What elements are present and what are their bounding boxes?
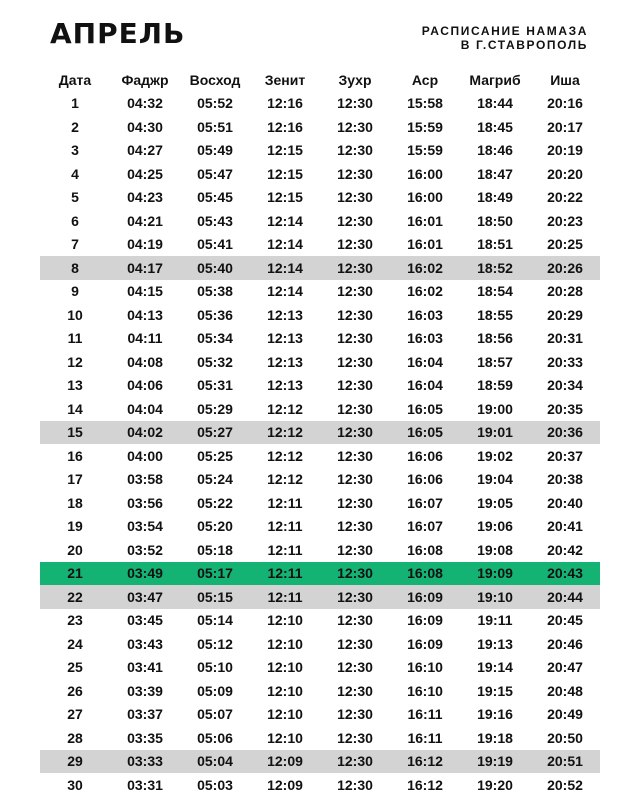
cell-date: 3 <box>71 142 79 159</box>
cell-isha: 20:20 <box>547 165 583 182</box>
cell-maghrib: 18:59 <box>477 377 513 394</box>
cell-date: 12 <box>67 353 83 370</box>
cell-dhuhr: 12:30 <box>337 212 373 229</box>
cell-zenith: 12:14 <box>267 283 303 300</box>
cell-date: 25 <box>67 659 83 676</box>
cell-dhuhr: 12:30 <box>337 95 373 112</box>
cell-asr: 15:58 <box>407 95 443 112</box>
cell-date: 28 <box>67 729 83 746</box>
cell-sunrise: 05:40 <box>180 256 250 280</box>
cell-zenith: 12:15 <box>267 165 303 182</box>
cell-asr: 16:02 <box>407 283 443 300</box>
cell-dhuhr: 12:30 <box>320 256 390 280</box>
cell-maghrib: 18:52 <box>460 256 530 280</box>
cell-sunrise: 05:32 <box>197 353 233 370</box>
cell-fajr: 04:15 <box>127 283 163 300</box>
cell-isha: 20:41 <box>547 518 583 535</box>
cell-maghrib: 18:51 <box>477 236 513 253</box>
cell-sunrise: 05:12 <box>197 635 233 652</box>
cell-isha: 20:37 <box>547 447 583 464</box>
cell-fajr: 04:04 <box>127 400 163 417</box>
cell-maghrib: 18:57 <box>477 353 513 370</box>
cell-dhuhr: 12:30 <box>337 142 373 159</box>
column-header-maghrib: Магриб <box>469 71 521 88</box>
cell-asr: 16:09 <box>407 635 443 652</box>
cell-date: 9 <box>71 283 79 300</box>
cell-isha: 20:45 <box>547 612 583 629</box>
cell-sunrise: 05:34 <box>197 330 233 347</box>
table-row <box>40 444 600 468</box>
cell-dhuhr: 12:30 <box>337 306 373 323</box>
column-header-asr: Аср <box>411 71 439 88</box>
cell-zenith: 12:15 <box>267 189 303 206</box>
cell-isha: 20:35 <box>547 400 583 417</box>
table-row <box>40 115 600 139</box>
cell-fajr: 04:25 <box>127 165 163 182</box>
cell-isha: 20:47 <box>547 659 583 676</box>
cell-maghrib: 19:00 <box>477 400 513 417</box>
cell-zenith: 12:09 <box>250 750 320 774</box>
cell-isha: 20:31 <box>547 330 583 347</box>
schedule-subtitle <box>422 24 588 52</box>
cell-sunrise: 05:06 <box>197 729 233 746</box>
table-row <box>40 773 600 797</box>
subtitle-line-1: РАСПИСАНИЕ НАМАЗА <box>421 24 588 38</box>
table-row <box>40 303 600 327</box>
cell-date: 15 <box>40 421 110 445</box>
cell-dhuhr: 12:30 <box>337 494 373 511</box>
cell-zenith: 12:10 <box>267 659 303 676</box>
cell-sunrise: 05:49 <box>197 142 233 159</box>
cell-asr: 16:00 <box>407 189 443 206</box>
table-row <box>40 374 600 398</box>
cell-dhuhr: 12:30 <box>337 330 373 347</box>
cell-sunrise: 05:04 <box>180 750 250 774</box>
cell-zenith: 12:14 <box>250 256 320 280</box>
cell-sunrise: 05:43 <box>197 212 233 229</box>
cell-asr: 16:08 <box>407 541 443 558</box>
cell-maghrib: 18:50 <box>477 212 513 229</box>
cell-fajr: 04:02 <box>110 421 180 445</box>
cell-date: 8 <box>40 256 110 280</box>
cell-isha: 20:17 <box>547 118 583 135</box>
cell-asr: 16:00 <box>407 165 443 182</box>
cell-zenith: 12:10 <box>267 635 303 652</box>
table-row <box>40 209 600 233</box>
cell-fajr: 03:37 <box>127 706 163 723</box>
cell-date: 17 <box>67 471 83 488</box>
cell-fajr: 04:11 <box>127 330 163 347</box>
prayer-times-table <box>40 68 600 797</box>
cell-asr: 16:06 <box>407 471 443 488</box>
cell-dhuhr: 12:30 <box>320 750 390 774</box>
cell-zenith: 12:11 <box>267 541 303 558</box>
cell-zenith: 12:10 <box>267 706 303 723</box>
cell-date: 10 <box>67 306 83 323</box>
column-header-isha: Иша <box>550 71 580 88</box>
cell-asr: 16:10 <box>407 659 443 676</box>
cell-dhuhr: 12:30 <box>337 118 373 135</box>
cell-fajr: 04:32 <box>127 95 163 112</box>
month-title: АПРЕЛЬ <box>50 17 186 50</box>
cell-dhuhr: 12:30 <box>320 585 390 609</box>
table-row <box>40 491 600 515</box>
cell-maghrib: 19:20 <box>477 776 513 793</box>
cell-isha: 20:36 <box>530 421 600 445</box>
cell-fajr: 03:39 <box>127 682 163 699</box>
cell-date: 5 <box>71 189 79 206</box>
cell-asr: 16:03 <box>407 330 443 347</box>
cell-dhuhr: 12:30 <box>337 518 373 535</box>
cell-dhuhr: 12:30 <box>337 447 373 464</box>
cell-maghrib: 18:55 <box>477 306 513 323</box>
table-row <box>40 421 600 445</box>
cell-zenith: 12:11 <box>250 562 320 586</box>
cell-asr: 15:59 <box>407 142 443 159</box>
cell-zenith: 12:13 <box>267 353 303 370</box>
cell-asr: 16:05 <box>390 421 460 445</box>
cell-asr: 16:06 <box>407 447 443 464</box>
cell-sunrise: 05:36 <box>197 306 233 323</box>
cell-date: 24 <box>67 635 83 652</box>
cell-sunrise: 05:47 <box>197 165 233 182</box>
cell-fajr: 04:00 <box>127 447 163 464</box>
cell-fajr: 03:58 <box>127 471 163 488</box>
cell-sunrise: 05:09 <box>197 682 233 699</box>
table-header-row <box>40 68 600 92</box>
table-row <box>40 256 600 280</box>
cell-isha: 20:51 <box>530 750 600 774</box>
cell-asr: 16:12 <box>390 750 460 774</box>
table-row <box>40 750 600 774</box>
cell-date: 13 <box>67 377 83 394</box>
cell-date: 27 <box>67 706 83 723</box>
cell-maghrib: 19:14 <box>477 659 513 676</box>
cell-asr: 16:10 <box>407 682 443 699</box>
cell-sunrise: 05:03 <box>197 776 233 793</box>
table-row <box>40 609 600 633</box>
cell-maghrib: 19:19 <box>460 750 530 774</box>
cell-fajr: 03:47 <box>110 585 180 609</box>
cell-maghrib: 19:01 <box>460 421 530 445</box>
cell-isha: 20:40 <box>547 494 583 511</box>
cell-sunrise: 05:52 <box>197 95 233 112</box>
cell-zenith: 12:12 <box>267 400 303 417</box>
cell-date: 29 <box>40 750 110 774</box>
cell-zenith: 12:12 <box>267 471 303 488</box>
table-row <box>40 162 600 186</box>
cell-zenith: 12:14 <box>267 236 303 253</box>
cell-dhuhr: 12:30 <box>337 189 373 206</box>
cell-dhuhr: 12:30 <box>320 562 390 586</box>
table-row <box>40 92 600 116</box>
cell-asr: 16:07 <box>407 494 443 511</box>
cell-asr: 15:59 <box>407 118 443 135</box>
cell-fajr: 04:08 <box>127 353 163 370</box>
cell-maghrib: 18:56 <box>477 330 513 347</box>
cell-maghrib: 19:04 <box>477 471 513 488</box>
cell-zenith: 12:13 <box>267 306 303 323</box>
cell-maghrib: 19:18 <box>477 729 513 746</box>
cell-dhuhr: 12:30 <box>337 541 373 558</box>
cell-isha: 20:49 <box>547 706 583 723</box>
cell-sunrise: 05:31 <box>197 377 233 394</box>
cell-sunrise: 05:07 <box>197 706 233 723</box>
cell-isha: 20:22 <box>547 189 583 206</box>
table-body <box>40 92 600 797</box>
cell-fajr: 03:52 <box>127 541 163 558</box>
cell-zenith: 12:10 <box>267 612 303 629</box>
cell-maghrib: 19:15 <box>477 682 513 699</box>
cell-isha: 20:46 <box>547 635 583 652</box>
column-header-dhuhr: Зухр <box>338 71 372 88</box>
table-row <box>40 397 600 421</box>
cell-sunrise: 05:15 <box>180 585 250 609</box>
cell-dhuhr: 12:30 <box>337 283 373 300</box>
cell-date: 4 <box>71 165 79 182</box>
cell-date: 22 <box>40 585 110 609</box>
cell-maghrib: 18:54 <box>477 283 513 300</box>
column-header-date: Дата <box>58 71 92 88</box>
cell-date: 21 <box>40 562 110 586</box>
cell-maghrib: 19:13 <box>477 635 513 652</box>
cell-fajr: 03:43 <box>127 635 163 652</box>
cell-dhuhr: 12:30 <box>337 635 373 652</box>
cell-asr: 16:01 <box>407 236 443 253</box>
cell-date: 23 <box>67 612 83 629</box>
cell-isha: 20:50 <box>547 729 583 746</box>
cell-zenith: 12:09 <box>267 776 303 793</box>
table-row <box>40 233 600 257</box>
cell-fajr: 03:56 <box>127 494 163 511</box>
cell-zenith: 12:12 <box>250 421 320 445</box>
cell-isha: 20:42 <box>547 541 583 558</box>
cell-maghrib: 19:02 <box>477 447 513 464</box>
cell-maghrib: 18:44 <box>477 95 513 112</box>
cell-asr: 16:09 <box>407 612 443 629</box>
cell-fajr: 04:27 <box>127 142 163 159</box>
cell-dhuhr: 12:30 <box>320 421 390 445</box>
cell-sunrise: 05:20 <box>197 518 233 535</box>
cell-fajr: 04:17 <box>110 256 180 280</box>
table-row <box>40 350 600 374</box>
cell-isha: 20:25 <box>547 236 583 253</box>
cell-zenith: 12:16 <box>267 118 303 135</box>
cell-sunrise: 05:24 <box>197 471 233 488</box>
table-row <box>40 726 600 750</box>
cell-sunrise: 05:29 <box>197 400 233 417</box>
column-header-sunrise: Восход <box>189 71 241 88</box>
cell-sunrise: 05:25 <box>197 447 233 464</box>
cell-asr: 16:08 <box>390 562 460 586</box>
cell-asr: 16:11 <box>407 706 443 723</box>
cell-dhuhr: 12:30 <box>337 729 373 746</box>
cell-maghrib: 19:05 <box>477 494 513 511</box>
cell-fajr: 03:31 <box>127 776 163 793</box>
header <box>0 0 640 66</box>
cell-isha: 20:43 <box>530 562 600 586</box>
cell-isha: 20:16 <box>547 95 583 112</box>
cell-maghrib: 18:49 <box>477 189 513 206</box>
cell-fajr: 03:41 <box>127 659 163 676</box>
cell-maghrib: 18:45 <box>477 118 513 135</box>
table-row <box>40 585 600 609</box>
cell-sunrise: 05:10 <box>197 659 233 676</box>
cell-isha: 20:48 <box>547 682 583 699</box>
cell-fajr: 04:21 <box>127 212 163 229</box>
cell-fajr: 04:19 <box>127 236 163 253</box>
cell-dhuhr: 12:30 <box>337 236 373 253</box>
cell-fajr: 04:23 <box>127 189 163 206</box>
cell-zenith: 12:14 <box>267 212 303 229</box>
cell-zenith: 12:15 <box>267 142 303 159</box>
table-row <box>40 280 600 304</box>
cell-sunrise: 05:27 <box>180 421 250 445</box>
cell-asr: 16:09 <box>390 585 460 609</box>
subtitle-line-2: В Г.СТАВРОПОЛЬ <box>460 38 588 52</box>
cell-asr: 16:12 <box>407 776 443 793</box>
cell-asr: 16:05 <box>407 400 443 417</box>
cell-date: 16 <box>67 447 83 464</box>
cell-zenith: 12:11 <box>267 518 303 535</box>
cell-dhuhr: 12:30 <box>337 353 373 370</box>
table-row <box>40 703 600 727</box>
cell-fajr: 03:45 <box>127 612 163 629</box>
cell-isha: 20:34 <box>547 377 583 394</box>
cell-isha: 20:29 <box>547 306 583 323</box>
cell-fajr: 04:06 <box>127 377 163 394</box>
cell-maghrib: 19:06 <box>477 518 513 535</box>
table-row <box>40 562 600 586</box>
cell-isha: 20:19 <box>547 142 583 159</box>
cell-maghrib: 19:16 <box>477 706 513 723</box>
table-row <box>40 538 600 562</box>
cell-date: 14 <box>67 400 83 417</box>
cell-zenith: 12:11 <box>250 585 320 609</box>
cell-zenith: 12:10 <box>267 729 303 746</box>
cell-date: 30 <box>67 776 83 793</box>
table-row <box>40 468 600 492</box>
cell-asr: 16:11 <box>407 729 443 746</box>
cell-fajr: 03:49 <box>110 562 180 586</box>
cell-asr: 16:07 <box>407 518 443 535</box>
table-row <box>40 139 600 163</box>
cell-asr: 16:03 <box>407 306 443 323</box>
cell-isha: 20:23 <box>547 212 583 229</box>
cell-date: 11 <box>67 330 83 347</box>
cell-dhuhr: 12:30 <box>337 659 373 676</box>
cell-dhuhr: 12:30 <box>337 400 373 417</box>
cell-date: 6 <box>71 212 79 229</box>
cell-zenith: 12:13 <box>267 377 303 394</box>
table-row <box>40 679 600 703</box>
cell-isha: 20:33 <box>547 353 583 370</box>
cell-isha: 20:26 <box>530 256 600 280</box>
table-row <box>40 515 600 539</box>
cell-isha: 20:44 <box>530 585 600 609</box>
cell-date: 7 <box>71 236 79 253</box>
cell-fajr: 04:30 <box>127 118 163 135</box>
cell-fajr: 03:33 <box>110 750 180 774</box>
cell-dhuhr: 12:30 <box>337 471 373 488</box>
cell-fajr: 04:13 <box>127 306 163 323</box>
cell-zenith: 12:10 <box>267 682 303 699</box>
cell-asr: 16:01 <box>407 212 443 229</box>
table-row <box>40 327 600 351</box>
table-row <box>40 186 600 210</box>
cell-sunrise: 05:45 <box>197 189 233 206</box>
column-header-fajr: Фаджр <box>121 71 169 88</box>
cell-sunrise: 05:17 <box>180 562 250 586</box>
cell-zenith: 12:16 <box>267 95 303 112</box>
cell-date: 2 <box>71 118 79 135</box>
cell-date: 1 <box>71 95 79 112</box>
cell-dhuhr: 12:30 <box>337 682 373 699</box>
table-row <box>40 656 600 680</box>
cell-maghrib: 19:11 <box>477 612 513 629</box>
cell-sunrise: 05:51 <box>197 118 233 135</box>
cell-maghrib: 19:08 <box>477 541 513 558</box>
cell-sunrise: 05:38 <box>197 283 233 300</box>
cell-dhuhr: 12:30 <box>337 377 373 394</box>
cell-zenith: 12:12 <box>267 447 303 464</box>
cell-fajr: 03:54 <box>127 518 163 535</box>
cell-fajr: 03:35 <box>127 729 163 746</box>
cell-dhuhr: 12:30 <box>337 706 373 723</box>
column-header-zenith: Зенит <box>264 71 306 88</box>
cell-date: 18 <box>67 494 83 511</box>
cell-asr: 16:04 <box>407 377 443 394</box>
cell-asr: 16:04 <box>407 353 443 370</box>
cell-maghrib: 19:09 <box>460 562 530 586</box>
cell-zenith: 12:11 <box>267 494 303 511</box>
cell-sunrise: 05:22 <box>197 494 233 511</box>
cell-sunrise: 05:18 <box>197 541 233 558</box>
cell-maghrib: 18:47 <box>477 165 513 182</box>
cell-date: 20 <box>67 541 83 558</box>
cell-isha: 20:28 <box>547 283 583 300</box>
cell-dhuhr: 12:30 <box>337 776 373 793</box>
cell-date: 26 <box>67 682 83 699</box>
cell-date: 19 <box>67 518 83 535</box>
cell-maghrib: 18:46 <box>477 142 513 159</box>
cell-maghrib: 19:10 <box>460 585 530 609</box>
cell-asr: 16:02 <box>390 256 460 280</box>
table-row <box>40 632 600 656</box>
cell-dhuhr: 12:30 <box>337 165 373 182</box>
cell-isha: 20:52 <box>547 776 583 793</box>
cell-sunrise: 05:41 <box>197 236 233 253</box>
cell-dhuhr: 12:30 <box>337 612 373 629</box>
cell-isha: 20:38 <box>547 471 583 488</box>
cell-zenith: 12:13 <box>267 330 303 347</box>
cell-sunrise: 05:14 <box>197 612 233 629</box>
